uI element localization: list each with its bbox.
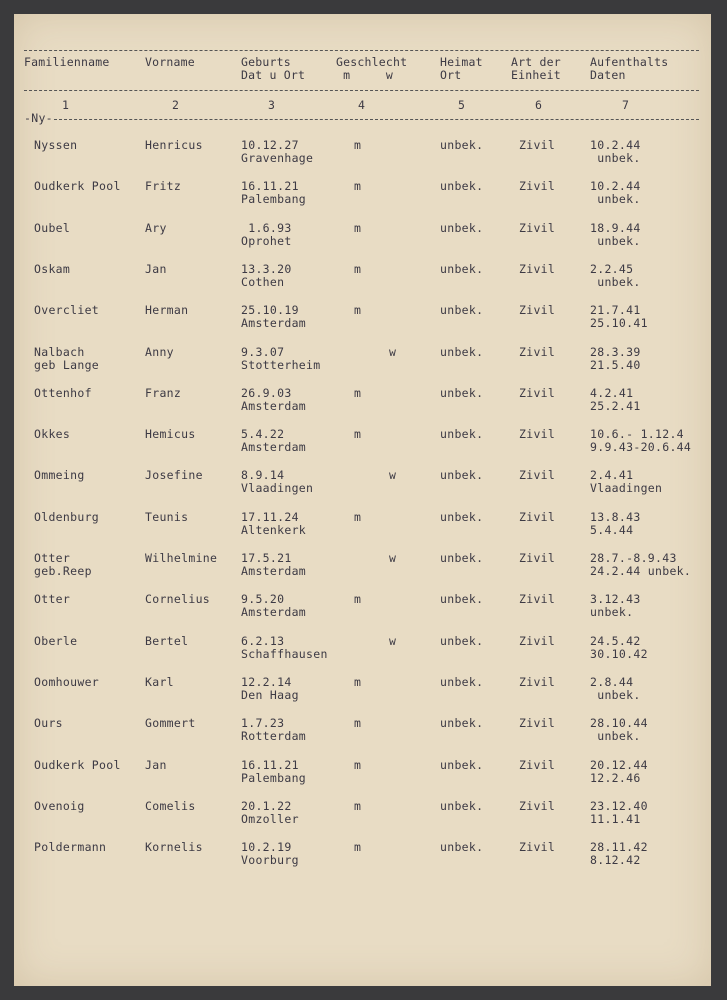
row-heimat: unbek. [440,798,484,813]
table-row [14,593,711,633]
table-row [14,717,711,757]
row-aufenthalt: 23.12.40 11.1.41 [590,798,648,826]
document-sheet [14,14,711,986]
row-geburt: 9.5.20 Amsterdam [241,592,307,620]
row-aufenthalt: 10.2.44 unbek. [590,179,641,207]
row-familienname: Ovenoig [34,798,85,813]
header-vorname: Vorname [145,55,195,69]
row-familienname: Nyssen [34,138,78,152]
row-familienname: Otter geb.Reep [34,551,92,578]
row-geschlecht-w: w [389,551,397,565]
table-row [14,676,711,716]
row-familienname: Otter [34,592,71,607]
row-art: Zivil [519,344,556,359]
row-familienname: Oskam [34,261,71,276]
row-vorname: Jan [145,757,167,772]
table-row [14,428,711,468]
header-art: Art der Einheit [511,55,561,82]
table-row [14,222,711,262]
row-art: Zivil [519,509,556,524]
row-familienname: Oubel [34,220,71,235]
row-geburt: 17.5.21 Amsterdam [241,551,307,578]
row-aufenthalt: 20.12.44 12.2.46 [590,757,648,785]
row-geburt: 16.11.21 Palembang [241,757,307,785]
row-heimat: unbek. [440,261,484,276]
row-aufenthalt: 21.7.41 25.10.41 [590,303,648,331]
row-geschlecht-m: m [354,179,362,194]
row-heimat: unbek. [440,344,484,359]
row-geschlecht-m: m [354,716,362,731]
row-vorname: Hemicus [145,427,196,442]
row-heimat: unbek. [440,138,484,152]
row-vorname: Wilhelmine [145,551,218,565]
row-geburt: 6.2.13 Schaffhausen [241,633,328,661]
column-number-3: 3 [268,98,275,112]
header-bottom-rule [54,119,699,120]
header-heimat: Heimat Ort [440,55,483,82]
row-aufenthalt: 28.11.42 8.12.42 [590,840,648,868]
header-aufenthalts: Aufenthalts Daten [590,55,669,82]
row-geburt: 10.12.27 Gravenhage [241,138,314,165]
row-art: Zivil [519,633,556,648]
row-geschlecht-m: m [354,385,362,400]
table-row [14,139,711,179]
row-heimat: unbek. [440,220,484,235]
table-row [14,759,711,799]
row-aufenthalt: 10.2.44 unbek. [590,138,641,165]
row-aufenthalt: 28.3.39 21.5.40 [590,344,641,372]
row-heimat: unbek. [440,633,484,648]
row-geburt: 10.2.19 Voorburg [241,840,299,868]
row-aufenthalt: 24.5.42 30.10.42 [590,633,648,661]
row-geschlecht-m: m [354,427,362,442]
row-vorname: Comelis [145,798,196,813]
row-geburt: 20.1.22 Omzoller [241,798,299,826]
row-art: Zivil [519,468,556,483]
row-heimat: unbek. [440,716,484,731]
row-aufenthalt: 3.12.43 unbek. [590,592,641,620]
row-heimat: unbek. [440,551,484,565]
row-aufenthalt: 28.10.44 unbek. [590,716,648,744]
row-geschlecht-m: m [354,220,362,235]
row-familienname: Okkes [34,427,71,442]
row-vorname: Henricus [145,138,203,152]
row-geburt: 25.10.19 Amsterdam [241,303,307,331]
row-vorname: Jan [145,261,167,276]
row-geschlecht-m: m [354,674,362,689]
row-vorname: Josefine [145,468,203,483]
row-geburt: 12.2.14 Den Haag [241,674,299,702]
row-art: Zivil [519,261,556,276]
row-vorname: Gommert [145,716,196,731]
row-heimat: unbek. [440,674,484,689]
header-top-rule [24,50,699,51]
ny-mark: -Ny- [24,111,53,125]
row-geschlecht-m: m [354,261,362,276]
row-aufenthalt: 4.2.41 25.2.41 [590,385,641,413]
row-geburt: 13.3.20 Cothen [241,261,292,289]
row-geburt: 17.11.24 Altenkerk [241,509,307,537]
row-familienname: Oomhouwer [34,674,100,689]
row-familienname: Poldermann [34,840,107,855]
column-number-7: 7 [622,98,629,112]
row-art: Zivil [519,179,556,194]
row-vorname: Kornelis [145,840,203,855]
row-familienname: Overcliet [34,303,100,318]
row-aufenthalt: 2.2.45 unbek. [590,261,641,289]
row-art: Zivil [519,303,556,318]
row-art: Zivil [519,138,556,152]
row-vorname: Fritz [145,179,182,194]
row-geschlecht-m: m [354,840,362,855]
row-heimat: unbek. [440,385,484,400]
row-heimat: unbek. [440,592,484,607]
row-aufenthalt: 2.8.44 unbek. [590,674,641,702]
row-familienname: Nalbach geb Lange [34,344,100,372]
column-number-5: 5 [458,98,465,112]
row-aufenthalt: 13.8.43 5.4.44 [590,509,641,537]
row-aufenthalt: 2.4.41 Vlaadingen [590,468,663,496]
table-row [14,263,711,303]
table-row [14,800,711,840]
row-geburt: 8.9.14 Vlaadingen [241,468,314,496]
row-art: Zivil [519,551,556,565]
row-geburt: 26.9.03 Amsterdam [241,385,307,413]
table-row [14,552,711,592]
row-art: Zivil [519,798,556,813]
row-aufenthalt: 18.9.44 unbek. [590,220,641,248]
row-familienname: Oudkerk Pool [34,757,121,772]
table-row [14,469,711,509]
table-row [14,387,711,427]
header-geschlecht: Geschlecht m w [336,55,408,82]
row-aufenthalt: 28.7.-8.9.43 24.2.44 unbek. [590,551,692,578]
row-geschlecht-w: w [389,468,397,483]
header-familienname: Familienname [24,55,110,69]
row-geburt: 5.4.22 Amsterdam [241,427,307,455]
row-familienname: Oudkerk Pool [34,179,121,194]
header-geburts: Geburts Dat u Ort [241,55,306,82]
row-art: Zivil [519,220,556,235]
row-familienname: Ottenhof [34,385,92,400]
row-geschlecht-m: m [354,303,362,318]
table-row [14,346,711,386]
row-heimat: unbek. [440,427,484,442]
table-row [14,304,711,344]
row-art: Zivil [519,674,556,689]
row-geschlecht-w: w [389,344,397,359]
row-heimat: unbek. [440,840,484,855]
row-geburt: 9.3.07 Stotterheim [241,344,321,372]
table-row [14,511,711,551]
row-vorname: Teunis [145,509,189,524]
row-geschlecht-m: m [354,798,362,813]
column-number-4: 4 [358,98,365,112]
row-geburt: 16.11.21 Palembang [241,179,307,207]
row-geschlecht-m: m [354,757,362,772]
row-vorname: Karl [145,674,174,689]
row-geburt: 1.6.93 Oprohet [241,220,292,248]
header-mid-rule [24,90,699,91]
row-art: Zivil [519,385,556,400]
column-number-1: 1 [62,98,69,112]
row-familienname: Oldenburg [34,509,100,524]
row-art: Zivil [519,757,556,772]
row-heimat: unbek. [440,468,484,483]
row-heimat: unbek. [440,509,484,524]
row-art: Zivil [519,592,556,607]
row-vorname: Franz [145,385,182,400]
row-geschlecht-m: m [354,592,362,607]
row-heimat: unbek. [440,179,484,194]
row-geschlecht-w: w [389,633,397,648]
row-vorname: Bertel [145,633,189,648]
row-familienname: Ommeing [34,468,85,483]
row-familienname: Oberle [34,633,78,648]
row-geschlecht-m: m [354,509,362,524]
row-heimat: unbek. [440,757,484,772]
row-geschlecht-m: m [354,138,362,152]
row-aufenthalt: 10.6.- 1.12.4 9.9.43-20.6.44 [590,427,692,455]
table-row [14,635,711,675]
table-row [14,180,711,220]
row-familienname: Ours [34,716,63,731]
row-art: Zivil [519,716,556,731]
row-heimat: unbek. [440,303,484,318]
table-row [14,841,711,881]
row-geburt: 1.7.23 Rotterdam [241,716,307,744]
row-art: Zivil [519,427,556,442]
row-vorname: Cornelius [145,592,211,607]
row-vorname: Anny [145,344,174,359]
row-vorname: Ary [145,220,167,235]
column-number-2: 2 [172,98,179,112]
row-vorname: Herman [145,303,189,318]
column-number-6: 6 [535,98,542,112]
row-art: Zivil [519,840,556,855]
